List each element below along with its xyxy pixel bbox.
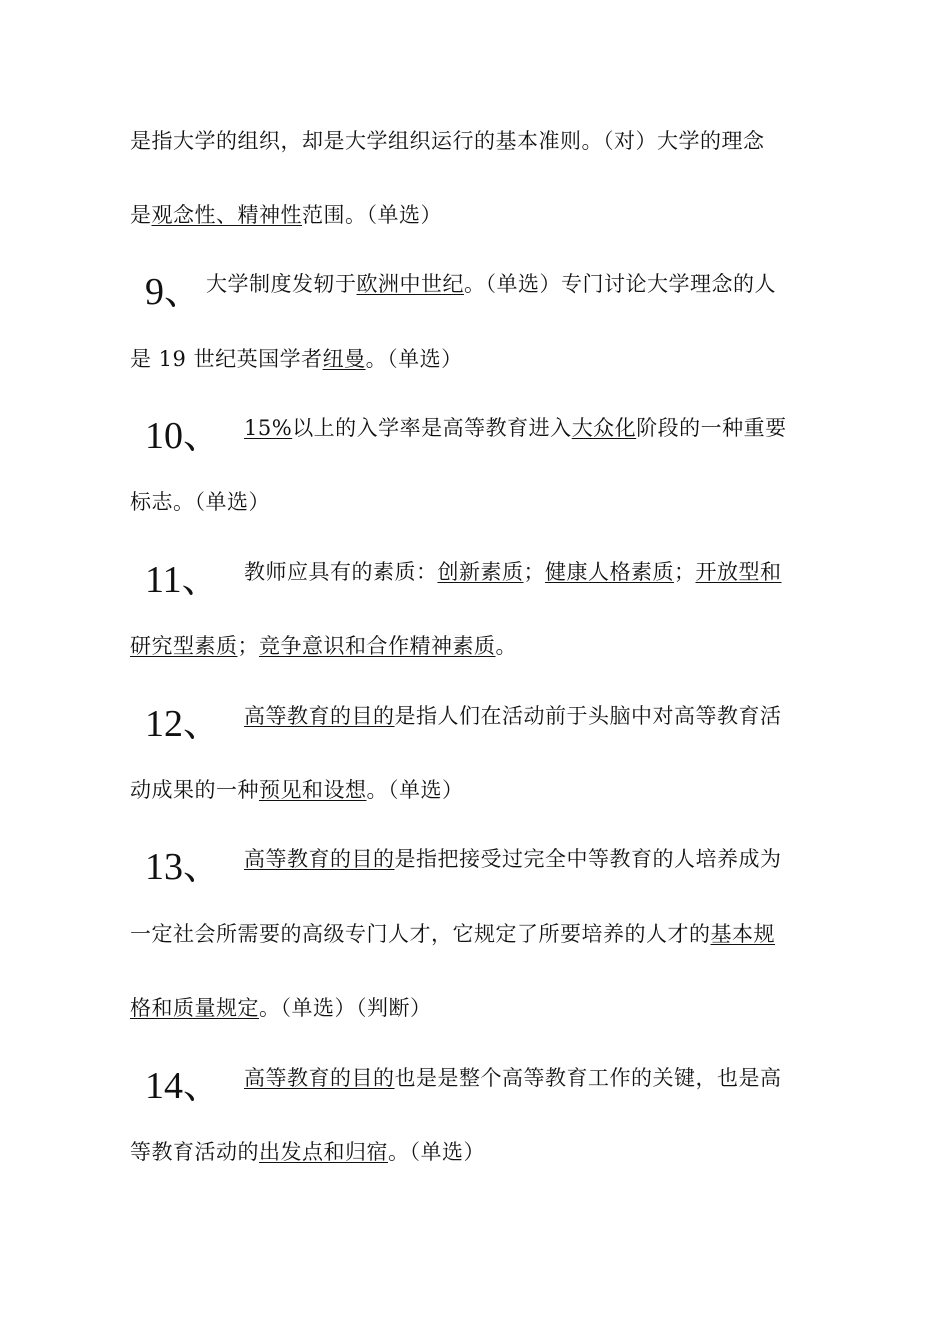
item-number: 10、: [145, 415, 222, 457]
underlined-term: 开放型和: [695, 560, 782, 584]
text-line: 15%以上的入学率是高等教育进入大众化阶段的一种重要: [244, 416, 787, 440]
text-line: 研究型素质；竞争意识和合作精神素质。: [130, 634, 517, 658]
item-number: 12、: [145, 703, 222, 745]
underlined-term: 15%: [244, 416, 293, 440]
underlined-term: 格和质量规定: [130, 996, 259, 1020]
text-line: 教师应具有的素质：创新素质；健康人格素质；开放型和: [244, 560, 782, 584]
text-line: 是指大学的组织，却是大学组织运行的基本准则。（对）大学的理念: [130, 129, 765, 153]
text-line: 大学制度发轫于欧洲中世纪。（单选）专门讨论大学理念的人: [206, 272, 776, 296]
text-line: 格和质量规定。（单选）（判断）: [130, 996, 432, 1020]
underlined-term: 大众化: [571, 416, 637, 440]
underlined-term: 竞争意识和合作精神素质: [259, 634, 496, 658]
underlined-term: 出发点和归宿: [259, 1140, 388, 1164]
item-number: 14、: [145, 1065, 222, 1107]
underlined-term: 健康人格素质: [545, 560, 674, 584]
underlined-term: 观念性、精神性: [151, 203, 302, 227]
underlined-term: 预见和设想: [259, 778, 367, 802]
text-line: 高等教育的目的是指把接受过完全中等教育的人培养成为: [244, 847, 782, 871]
text-line: 高等教育的目的也是是整个高等教育工作的关键，也是高: [244, 1066, 782, 1090]
underlined-term: 基本规: [710, 922, 775, 946]
text-line: 等教育活动的出发点和归宿。（单选）: [130, 1140, 485, 1164]
underlined-term: 纽曼: [322, 347, 366, 371]
underlined-term: 高等教育的目的: [244, 704, 395, 728]
item-number: 9、: [145, 271, 203, 313]
underlined-term: 研究型素质: [130, 634, 238, 658]
item-number: 11、: [145, 559, 220, 601]
text-line: 高等教育的目的是指人们在活动前于头脑中对高等教育活: [244, 704, 782, 728]
underlined-term: 高等教育的目的: [244, 847, 395, 871]
text-line: 一定社会所需要的高级专门人才，它规定了所要培养的人才的基本规: [130, 922, 775, 946]
text-line: 标志。（单选）: [130, 490, 270, 514]
item-number: 13、: [145, 846, 222, 888]
text-line: 动成果的一种预见和设想。（单选）: [130, 778, 464, 802]
text-line: 是 19 世纪英国学者纽曼。（单选）: [130, 347, 463, 371]
underlined-term: 欧洲中世纪: [356, 272, 464, 296]
underlined-term: 高等教育的目的: [244, 1066, 395, 1090]
underlined-term: 创新素质: [437, 560, 524, 584]
text-line: 是观念性、精神性范围。（单选）: [130, 203, 442, 227]
